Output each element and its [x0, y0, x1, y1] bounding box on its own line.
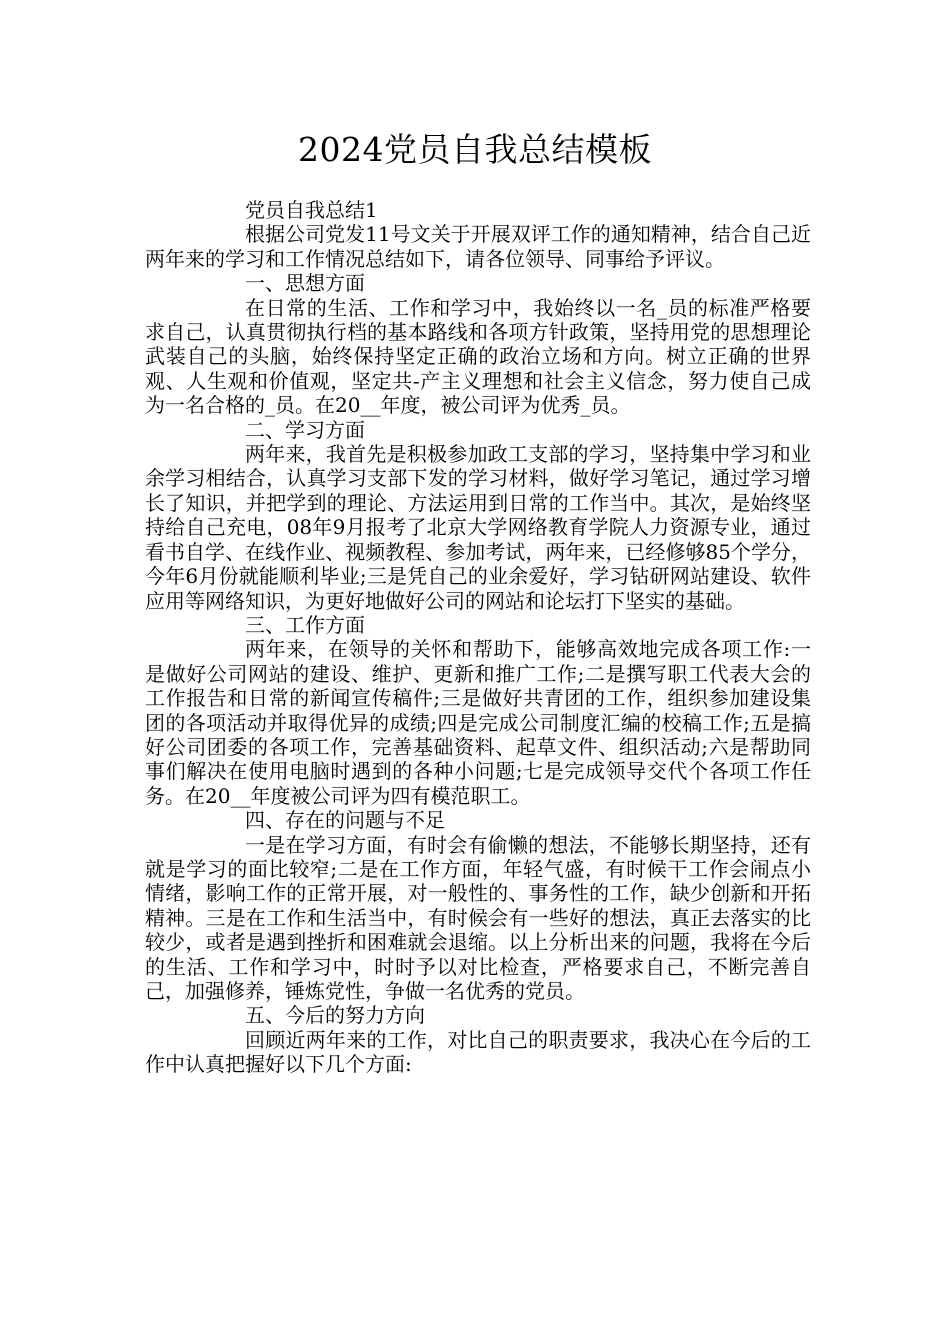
work-paragraph: 两年来，在领导的关怀和帮助下，能够高效地完成各项工作:一是做好公司网站的建设、维护、更新和推广工作;二是撰写职工代表大会的工作报告和日常的新闻宣传稿件;三是做好共青团的工作，组织参加建设集团的各项活动并取得优异的成绩;四是完成公司制度汇编的校稿工作;五是搞好公司团委的各项工作，完善基础资料、起草文件、组织活动;六是帮助同事们解决在使用电脑时遇到的各种小问题;七是完成领导交代个各项工作任务。在20__年度被公司评为四有模范职工。	[145, 637, 811, 808]
thought-paragraph: 在日常的生活、工作和学习中，我始终以一名_员的标准严格要求自己，认真贯彻执行档的基本路线和各项方针政策，坚持用党的思想理论武装自己的头脑，始终保持坚定正确的政治立场和方向。树立正确的世界观、人生观和价值观，坚定共-产主义理想和社会主义信念，努力使自己成为一名合格的_员。在20__年度，被公司评为优秀_员。	[145, 295, 811, 418]
section-heading-problems: 四、存在的问题与不足	[245, 808, 445, 833]
section-heading-summary-1: 党员自我总结1	[245, 198, 378, 222]
section-heading-study: 二、学习方面	[245, 417, 365, 442]
section-heading-thought: 一、思想方面	[245, 271, 365, 296]
document-title: 2024党员自我总结模板	[298, 130, 652, 169]
section-heading-work: 三、工作方面	[245, 612, 365, 637]
study-paragraph: 两年来，我首先是积极参加政工支部的学习，坚持集中学习和业余学习相结合，认真学习支部下发的学习材料，做好学习笔记，通过学习增长了知识，并把学到的理论、方法运用到日常的工作当中。其次，是始终坚持给自己充电，08年9月报考了北京大学网络教育学院人力资源专业，通过看书自学、在线作业、视频教程、参加考试，两年来，已经修够85个学分，今年6月份就能顺利毕业;三是凭自己的业余爱好，学习钻研网站建设、软件应用等网络知识，为更好地做好公司的网站和论坛打下坚实的基础。	[145, 442, 811, 613]
section-heading-direction: 五、今后的努力方向	[245, 1003, 425, 1028]
direction-paragraph: 回顾近两年来的工作，对比自己的职责要求，我决心在今后的工作中认真把握好以下几个方面:	[145, 1027, 811, 1077]
intro-paragraph: 根据公司党发11号文关于开展双评工作的通知精神，结合自己近两年来的学习和工作情况总结如下，请各位领导、同事给予评议。	[145, 222, 811, 271]
problems-paragraph: 一是在学习方面，有时会有偷懒的想法，不能够长期坚持，还有就是学习的面比较窄;二是在工作方面，年轻气盛，有时候干工作会闹点小情绪，影响工作的正常开展，对一般性的、事务性的工作，缺少创新和开拓精神。三是在工作和生活当中，有时候会有一些好的想法，真正去落实的比较少，或者是遇到挫折和困难就会退缩。以上分析出来的问题，我将在今后的生活、工作和学习中，时时予以对比检查，严格要求自己，不断完善自己，加强修养，锤炼党性，争做一名优秀的党员。	[145, 832, 811, 1003]
document-body	[145, 198, 811, 1077]
